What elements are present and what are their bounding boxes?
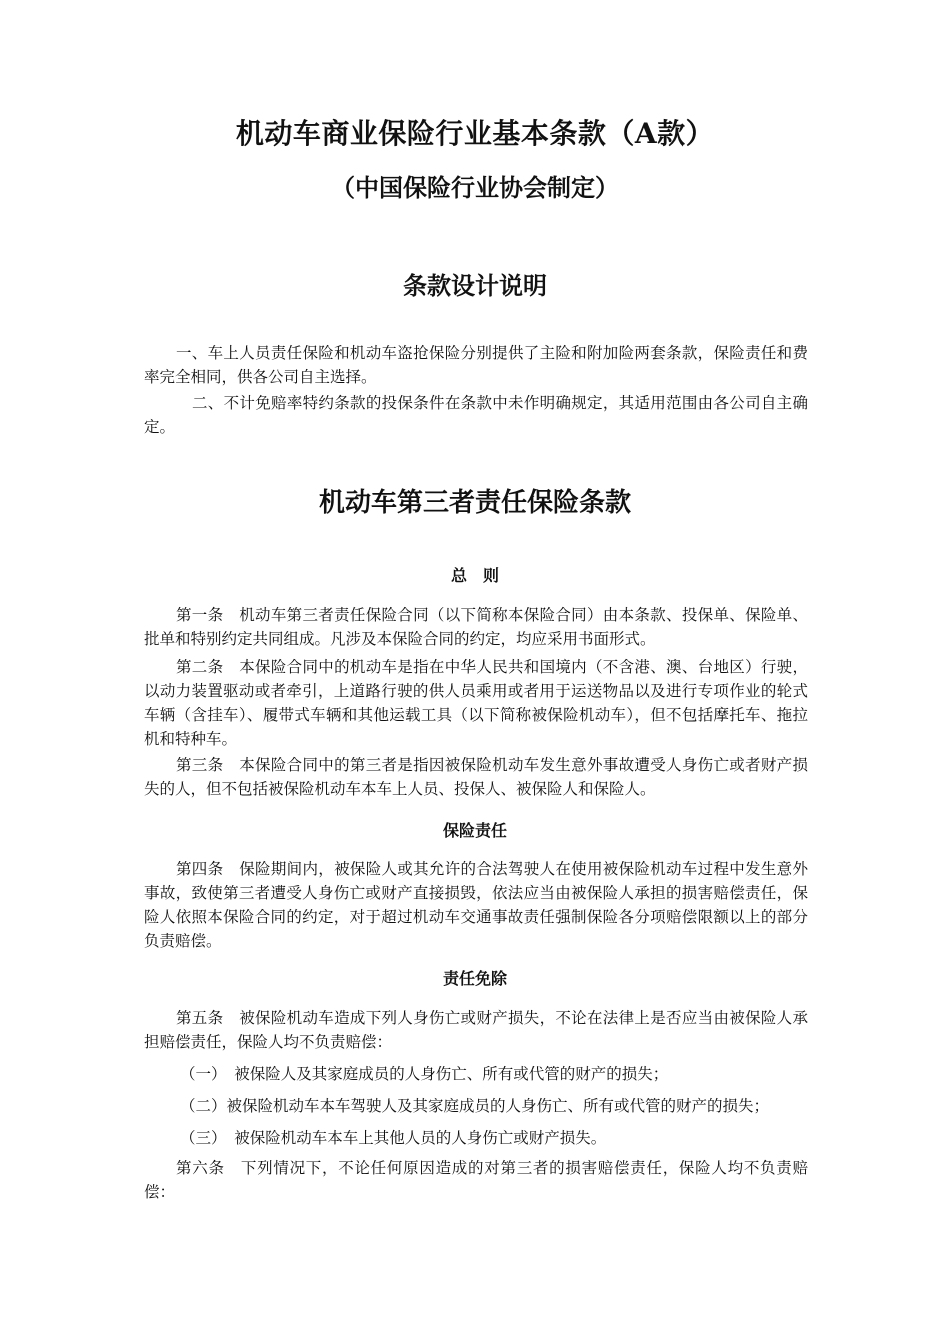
document-subtitle: （中国保险行业协会制定） (331, 174, 619, 202)
section-heading-general: 总 则 (450, 566, 499, 585)
section-heading-exclusions: 责任免除 (442, 969, 507, 988)
section-heading-liability: 保险责任 (442, 821, 507, 840)
article-2: 第二条 本保险合同中的机动车是指在中华人民共和国境内（不含港、澳、台地区）行驶，以动力装置驱动或者牵引，上道路行驶的供人员乘用或者用于运送物品以及进行专项作业的轮式车辆（含挂车）、履带式车辆和其他运载工具（以下简称被保险机动车），但不包括摩托车、拖拉机和特种车。 (144, 658, 808, 748)
article-4: 第四条 保险期间内，被保险人或其允许的合法驾驶人在使用被保险机动车过程中发生意外事故，致使第三者遭受人身伤亡或财产直接损毁，依法应当由被保险人承担的损害赔偿责任，保险人依照本保险合同的约定，对于超过机动车交通事故责任强制保险各分项赔偿限额以上的部分负责赔偿。 (144, 860, 808, 950)
design-note-1: 一、车上人员责任保险和机动车盗抢保险分别提供了主险和附加险两套条款，保险责任和费率完全相同，供各公司自主选择。 (144, 344, 808, 386)
article-1: 第一条 机动车第三者责任保险合同（以下简称本保险合同）由本条款、投保单、保险单、批单和特别约定共同组成。凡涉及本保险合同的约定，均应采用书面形式。 (144, 606, 808, 648)
article-3: 第三条 本保险合同中的第三者是指因被保险机动车发生意外事故遭受人身伤亡或者财产损失的人，但不包括被保险机动车本车上人员、投保人、被保险人和保险人。 (144, 756, 808, 798)
article-6: 第六条 下列情况下，不论任何原因造成的对第三者的损害赔偿责任，保险人均不负责赔偿： (144, 1159, 808, 1201)
exclusion-item-1: （一） 被保险人及其家庭成员的人身伤亡、所有或代管的财产的损失； (180, 1065, 669, 1083)
design-notes-heading: 条款设计说明 (403, 271, 547, 300)
design-note-2: 二、不计免赔率特约条款的投保条件在条款中未作明确规定，其适用范围由各公司自主确定。 (144, 394, 808, 436)
exclusion-item-3: （三） 被保险机动车本车上其他人员的人身伤亡或财产损失。 (180, 1129, 607, 1147)
clause-heading: 机动车第三者责任保险条款 (318, 488, 631, 518)
exclusion-item-2: （二）被保险机动车本车驾驶人及其家庭成员的人身伤亡、所有或代管的财产的损失； (180, 1097, 770, 1115)
document-title: 机动车商业保险行业基本条款（A款） (235, 117, 715, 150)
article-5: 第五条 被保险机动车造成下列人身伤亡或财产损失，不论在法律上是否应当由被保险人承担赔偿责任，保险人均不负责赔偿： (144, 1009, 808, 1051)
